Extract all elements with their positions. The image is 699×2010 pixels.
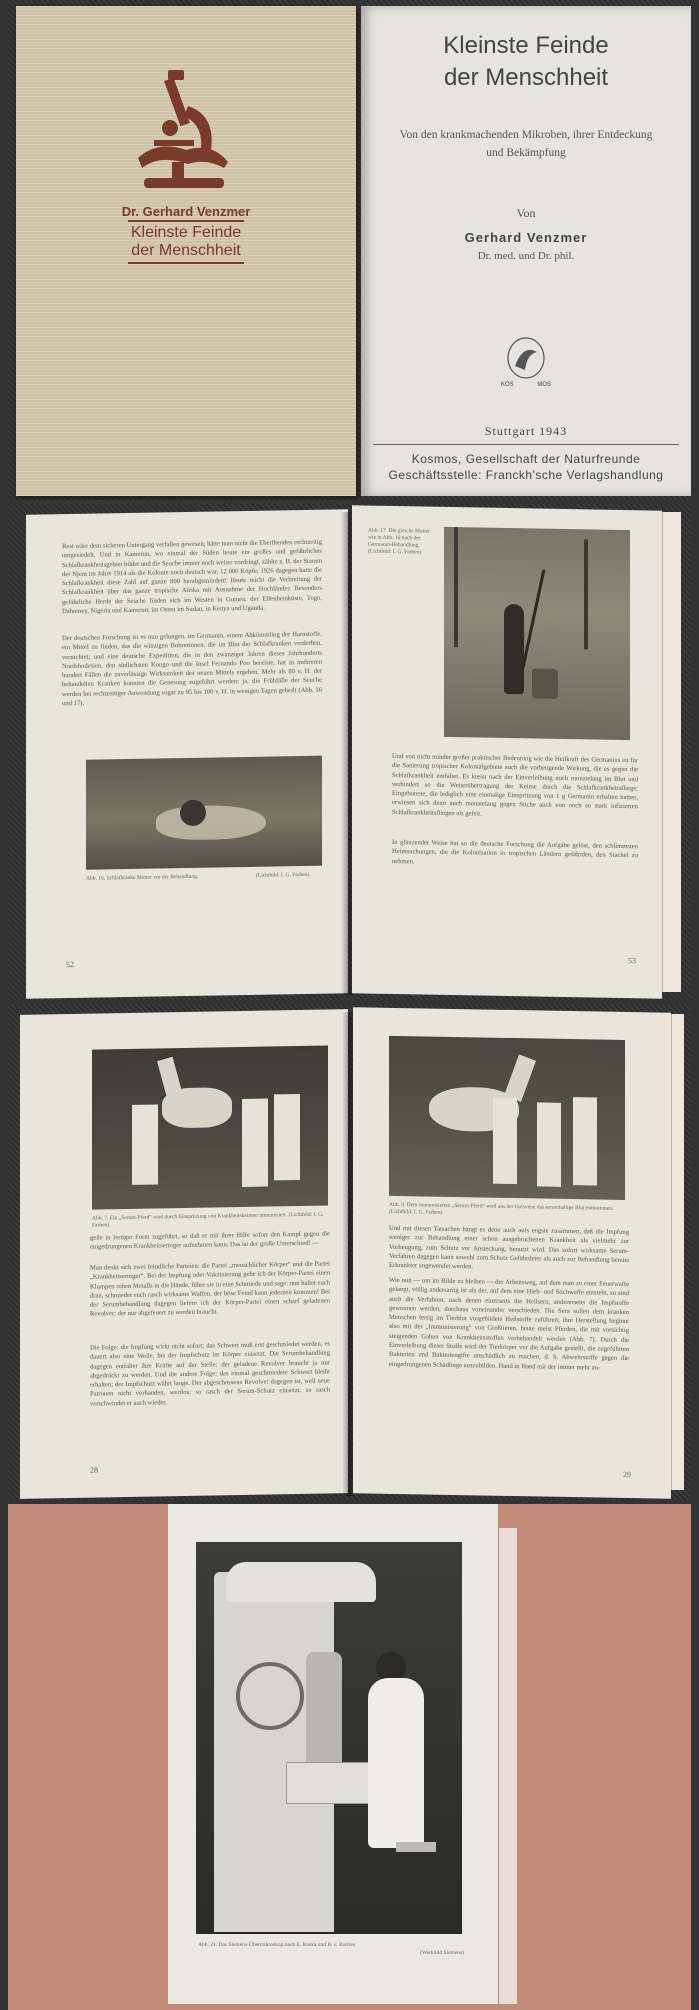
title-page-subtitle	[361, 126, 691, 162]
serum-horse-photo-left	[92, 1045, 328, 1209]
spread2-right-page-number: 29	[623, 1469, 631, 1480]
plate-page-edge	[498, 1528, 517, 2004]
title-line1: Kleinste Feinde	[443, 32, 609, 59]
title-page-divider	[373, 444, 679, 445]
plate-page	[168, 1504, 498, 2004]
subtitle-line2: und Bekämpfung	[486, 147, 566, 159]
spread1-right-page-number: 53	[628, 956, 636, 966]
cover-author: Dr. Gerhard Venzmer	[121, 204, 251, 219]
kosmos-logo-icon	[501, 336, 551, 384]
spread2-left-page	[20, 1009, 348, 1499]
spread2-left-text: geile in fertiger Form zugeführt, so daß er mit ihrer Hilfe sofort den Kampf gegen die eingedrungenen Krankheitserreger aufnehmen kann. Das ist der große Unterschied! —	[90, 1230, 330, 1251]
cover-rule-top	[128, 220, 244, 222]
spread2-page-edge	[671, 1014, 684, 1490]
spread2-left-text2: Man denkt sich zwei feindliche Parteien: die Partei „menschlicher Körper“ und die Partei „Krankheitserreger“. Bei der Impfung oder Vakzinierung gebe ich der Körper-Partei einen Klumpen rohen Metalls in die Hände, führe sie in eine Schmiede und sage: nun haltet euch dran, schmiedet euch rasch wirksame Waffen, der böse Feind kann jederzeit kommen! Bei der Serumbehandlung dagegen liefere ich der Körper-Partei einen scharf geladenen Revolver; der nur abgefeuert zu werden braucht.	[90, 1260, 330, 1319]
spread1-left-caption: Abb. 16. Schlafkranke Mutter vor der Behandlung.	[86, 873, 199, 882]
cover-title-line1: Kleinste Feinde	[130, 224, 242, 241]
logo-text-right: MOS	[537, 382, 551, 388]
spread1-left-page-number: 52	[66, 959, 74, 970]
title-page-city-year: Stuttgart 1943	[484, 424, 568, 438]
spread2-right-text2: Wie nun — um im Bilde zu bleiben — der Arbeitsweg, auf dem man zu einer Feuerwaffe gelangt, völlig andersartig ist als der, auf dem eine Hieb- und Stichwaffe entsteht, so sind auch die Verfahren, nach denen einerseits die Heilsera, andererseits die Impfstoffe gewonnen werden, durchaus voneinander verschieden. Die Sera sollen dem kranken Menschen fertig im Tierblut vorgebildete Heilstoffe zuführen; ihre Herstellung beginnt also mit der „Immunisierung“ von Großtieren, heute meist Pferden, die mit vorsichtig steigenden Gaben von Krankheitsstoffen vorbehandelt werden (Abb. 7). Durch die Einverleibung dieser Stoffe wird der Tierkörper vor die Aufgabe gestellt, die zugeführten Bakterien und Bakteriengifte unschädlich zu machen, d. h. Abwehrstoffe gegen die eingedrungenen Schädlinge auszubilden. Hand in Hand mit der immer mehr an-	[389, 1276, 629, 1372]
logo-text-left: KOS	[501, 382, 514, 388]
woman-pounding-photo	[444, 527, 630, 740]
title-page-publisher-line1: Kosmos, Gesellschaft der Naturfreunde	[411, 452, 641, 466]
spread1-left-text2: Der deutschen Forschung ist es nun gelungen, im Germanin, einem Abkömmling der Harnstoffe, ein Mittel zu finden, das die winzigen Bohrerinnen, die im Blut der Schlafkranken verderben, vernichtet; und eine deutsche Expedition, die in den zwanziger Jahren dieses Jahrhunderts Nordrhodesien, den südlichsten Kongo und die Insel Fernando Poo bereiste, hat in mehreren hundert Fällen die zuverlässige Wirksamkeit des neuen Mittels ergeben. Mehr als 80 v. H. der behandelten Kranken konnten die Genesung zugeführt werden; ja, die Frühfälle der Seuche werden bei rechtzeitiger Anwendung sogar zu 95 bis 100 v. H. in wenigen Tagen geheilt (Abb. 16 und 17).	[62, 630, 322, 708]
microscope-icon	[128, 66, 238, 196]
cover-title-line2: der Menschheit	[131, 242, 241, 259]
spread1-page-edge	[662, 512, 681, 992]
plate-photo-panel	[8, 1504, 691, 2010]
spread1-right-page	[352, 505, 662, 998]
spread2-right-text: Und mit diesen Tatsachen hängt es denn auch aufs engste zusammen, daß die Impfung weniger zur Behandlung einer schon ausgebrochenen Krankheit als vielmehr zur Vorbeugung, zum Schutz vor Ansteckung, benutzt wird. Das sofort wirksame Serum-Verfahren dagegen kann sowohl zum Schutz Gefährdeter als auch zur Behandlung bereits Erkrankter angewendet werden.	[389, 1224, 629, 1271]
spread2-right-page	[353, 1007, 671, 1499]
spread1-left-text: Rest wäre dem sicheren Untergang verfallen gewesen, hätte man nicht die Eberthenden rechtzeitig umgesiedelt. Und in Kamerun, wo einmal der Süden heute ein großes und gefährliches Schlafkrankheitsgebiet bildet und die Seuche immer noch weiter vordringt, zählte z. B. der Stamm der Njem im Jahre 1914 als die Kolonie noch deutsch war, 12 000 Köpfe; 1926 dagegen hatte die Schlafkrankheit diese Zahl auf ganze 800 herabgemindert! Heute reicht die Verbreitung der Schlafkrankheit über das ganze tropische Afrika mit Ausnahme der Hochländer. Besonders gefährliche Herde der Seuche finden sich im Westen in Guinea, der Elfenbeinküste, Togo, Dahomey, Nigeria und Kamerun; im Osten im Sudan, in Kenya und Uganda.	[62, 538, 323, 616]
kosmos-logo	[501, 336, 551, 394]
spread2-left-text3: Die Folge: die Impfung wirkt nicht sofort; das Schwert muß erst geschmiedet werden, es dauert also eine Weile, bis der Impfschutz im Körper einsetzt. Die Serumbehandlung dagegen entfaltet ihre Kräfte auf der Stelle: der geladene Revolver braucht ja nur abgedrückt zu werden. Und die andere Folge: das einmal geschmiedete Schwert bleibt erhalten; der Impfschutz währt lange. Der abgeschossene Revolver dagegen ist, weil neue Patronen nicht vorhanden, wertlos; so rasch der Serum-Schutz einsetzt, so rasch verschwindet er auch wieder.	[90, 1340, 330, 1408]
electron-microscope-photo	[196, 1542, 462, 1934]
spread2-photo-panel	[8, 1004, 691, 1500]
sleeping-mother-photo	[86, 756, 322, 870]
spread2-left-caption: Abb. 7. Ein „Serum-Pferd“ wird durch Einspritzung von Krankheitskeimen immunisiert. (Lichtbild: I. G. Farben)	[92, 1211, 324, 1229]
spread1-right-caption: Abb. 17. Die gleiche Mutter wie in Abb. 16 nach der Germanin-Behandlung. (Lichtbild: I. G. Farben)	[368, 527, 431, 556]
spread2-right-caption: Abb. 8. Dem immunisierten „Serum-Pferd“ wird aus der Halsvene das serumhaltige Blut entnommen. (Lichtbild: I. G. Farben)	[389, 1201, 614, 1216]
spread1-right-text: Und von nicht minder großer praktischer Bedeutung wie die Heilkraft des Germanins ist für die Sanierung tropischer Kolonialgebiete auch die vorbeugende Wirkung, die es gegen die Schlafkrankheit entfaltet. Es kreist nach der Einverleibung noch monatelang im Blut und verhindert so die Weiterübertragung der Keime durch die Schlafkrankheitsfliege; Eingeborene, die lediglich eine einmalige Einspritzung von 1 g Germanin erhalten hatten, erwiesen sich denn auch monatelang gegen Stiche auch von noch so stark infizierten Schlafkrankheitsfliegen als gefeit.	[392, 752, 638, 818]
plate-caption: Abb. 21. Das Siemens-Übermikroskop nach E. Ruska und B. v. Borries	[198, 1942, 356, 1948]
cover-title	[16, 224, 356, 260]
title-page-author: Gerhard Venzmer	[464, 230, 588, 245]
serum-horse-photo-right	[389, 1036, 625, 1200]
title-page	[361, 6, 691, 496]
title-line2: der Menschheit	[443, 64, 609, 91]
spread1-left-credit: (Lichtbild: I. G. Farben)	[256, 871, 310, 879]
book-cover	[16, 6, 356, 496]
title-page-von: Von	[516, 206, 536, 220]
plate-credit: (Werkbild Siemens)	[419, 1950, 464, 1956]
title-page-title	[361, 30, 691, 94]
spread2-left-page-number: 28	[90, 1465, 98, 1475]
title-page-degree: Dr. med. und Dr. phil.	[477, 250, 575, 262]
cover-photo-panel	[8, 0, 691, 500]
title-page-publisher-line2: Geschäftsstelle: Franckh'sche Verlagshandlung	[388, 468, 664, 482]
subtitle-line1: Von den krankmachenden Mikroben, ihrer Entdeckung	[399, 129, 653, 141]
cover-rule-bottom	[128, 262, 244, 264]
spread1-left-page	[26, 509, 348, 999]
spread1-photo-panel	[8, 504, 691, 1000]
spread1-right-text2: In glänzender Weise hat so die deutsche Forschung die Aufgabe gelöst, den schlimmsten Heimsuchungen, die die Kolonisation in tropischen Ländern gefährden, den Stachel zu nehmen.	[392, 838, 638, 865]
